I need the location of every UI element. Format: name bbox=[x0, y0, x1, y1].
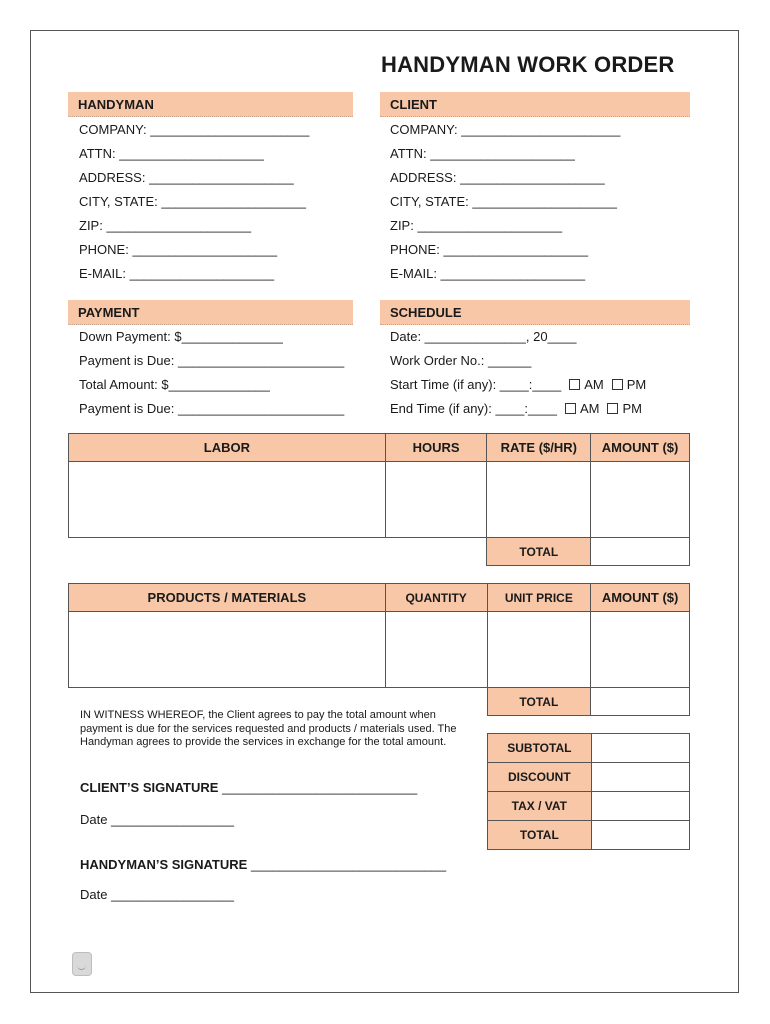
rate-cell[interactable] bbox=[487, 462, 591, 538]
start-am-label: AM bbox=[584, 377, 604, 392]
end-am-checkbox[interactable] bbox=[565, 403, 576, 414]
client-address-field[interactable]: ADDRESS: ____________________ bbox=[390, 170, 605, 185]
rate-header: RATE ($/HR) bbox=[487, 434, 591, 462]
materials-total-cell[interactable] bbox=[591, 688, 690, 716]
payment-due-field-1[interactable]: Payment is Due: _______________________ bbox=[79, 353, 345, 368]
labor-total-label: TOTAL bbox=[487, 538, 591, 566]
labor-table bbox=[68, 433, 690, 566]
materials-table bbox=[68, 583, 690, 716]
materials-cell[interactable] bbox=[69, 612, 386, 688]
client-phone-field[interactable]: PHONE: ____________________ bbox=[390, 242, 589, 257]
tax-vat-label: TAX / VAT bbox=[488, 792, 592, 821]
labor-cell[interactable] bbox=[69, 462, 386, 538]
end-pm-checkbox[interactable] bbox=[607, 403, 618, 414]
handyman-signature-line[interactable]: ___________________________ bbox=[250, 857, 447, 872]
handyman-city-state-field[interactable]: CITY, STATE: ____________________ bbox=[79, 194, 306, 209]
end-am-label: AM bbox=[579, 401, 600, 416]
unit-price-cell[interactable] bbox=[487, 612, 591, 688]
payment-heading: PAYMENT bbox=[68, 300, 353, 325]
start-time-field[interactable]: Start Time (if any): ____:____ bbox=[390, 377, 562, 392]
handyman-heading: HANDYMAN bbox=[68, 92, 353, 117]
materials-total-label: TOTAL bbox=[487, 688, 591, 716]
start-time-row bbox=[390, 377, 646, 392]
materials-header: PRODUCTS / MATERIALS bbox=[69, 584, 386, 612]
labor-spacer bbox=[69, 538, 386, 566]
handyman-zip-field[interactable]: ZIP: ____________________ bbox=[79, 218, 252, 233]
client-city-state-field[interactable]: CITY, STATE: ____________________ bbox=[390, 194, 617, 209]
end-time-field[interactable]: End Time (if any): ____:____ bbox=[390, 401, 557, 416]
labor-total-cell[interactable] bbox=[591, 538, 690, 566]
page-title: HANDYMAN WORK ORDER bbox=[381, 52, 675, 77]
client-heading: CLIENT bbox=[380, 92, 690, 117]
work-order-number-field[interactable]: Work Order No.: ______ bbox=[390, 353, 532, 368]
grand-total-cell[interactable] bbox=[591, 821, 689, 850]
quantity-cell[interactable] bbox=[385, 612, 487, 688]
payment-due-field-2[interactable]: Payment is Due: _______________________ bbox=[79, 401, 345, 416]
discount-cell[interactable] bbox=[591, 763, 689, 792]
client-attn-field[interactable]: ATTN: ____________________ bbox=[390, 146, 575, 161]
end-pm-label: PM bbox=[622, 401, 642, 416]
handyman-company-field[interactable]: COMPANY: ______________________ bbox=[79, 122, 310, 137]
start-am-checkbox[interactable] bbox=[569, 379, 580, 390]
schedule-date-field[interactable]: Date: ______________, 20____ bbox=[390, 329, 577, 344]
handyman-email-field[interactable]: E-MAIL: ____________________ bbox=[79, 266, 275, 281]
handyman-date-field[interactable]: Date _________________ bbox=[80, 887, 234, 902]
tax-vat-cell[interactable] bbox=[591, 792, 689, 821]
start-pm-label: PM bbox=[626, 377, 647, 392]
handyman-signature-label: HANDYMAN’S SIGNATURE bbox=[80, 857, 248, 872]
client-company-field[interactable]: COMPANY: ______________________ bbox=[390, 122, 621, 137]
handyman-attn-field[interactable]: ATTN: ____________________ bbox=[79, 146, 264, 161]
hours-cell[interactable] bbox=[385, 462, 487, 538]
total-amount-field[interactable]: Total Amount: $______________ bbox=[79, 377, 270, 392]
down-payment-field[interactable]: Down Payment: $______________ bbox=[79, 329, 283, 344]
materials-amount-header: AMOUNT ($) bbox=[591, 584, 690, 612]
labor-amount-cell[interactable] bbox=[591, 462, 690, 538]
unit-price-header: UNIT PRICE bbox=[487, 584, 591, 612]
handyman-address-field[interactable]: ADDRESS: ____________________ bbox=[79, 170, 294, 185]
start-pm-checkbox[interactable] bbox=[612, 379, 623, 390]
witness-statement: IN WITNESS WHEREOF, the Client agrees to pay the total amount when payment is due for the services requested and products / materials used. The Handyman agrees to provide the services in exchange for the total amount. bbox=[80, 709, 457, 748]
labor-spacer-2 bbox=[385, 538, 487, 566]
client-signature-label: CLIENT’S SIGNATURE bbox=[80, 780, 219, 795]
handyman-phone-field[interactable]: PHONE: ____________________ bbox=[79, 242, 278, 257]
subtotal-label: SUBTOTAL bbox=[488, 734, 592, 763]
client-signature-row bbox=[80, 780, 417, 795]
schedule-heading: SCHEDULE bbox=[380, 300, 690, 325]
grand-total-label: TOTAL bbox=[488, 821, 592, 850]
labor-amount-header: AMOUNT ($) bbox=[591, 434, 690, 462]
document-icon bbox=[72, 952, 92, 976]
end-time-row bbox=[390, 401, 642, 416]
summary-table bbox=[487, 733, 690, 850]
hours-header: HOURS bbox=[385, 434, 487, 462]
materials-amount-cell[interactable] bbox=[591, 612, 690, 688]
client-signature-line[interactable]: ___________________________ bbox=[222, 780, 418, 795]
handyman-signature-row bbox=[80, 857, 446, 872]
discount-label: DISCOUNT bbox=[488, 763, 592, 792]
labor-header: LABOR bbox=[69, 434, 386, 462]
subtotal-cell[interactable] bbox=[591, 734, 689, 763]
quantity-header: QUANTITY bbox=[385, 584, 487, 612]
client-email-field[interactable]: E-MAIL: ____________________ bbox=[390, 266, 586, 281]
client-date-field[interactable]: Date _________________ bbox=[80, 812, 234, 827]
client-zip-field[interactable]: ZIP: ____________________ bbox=[390, 218, 563, 233]
